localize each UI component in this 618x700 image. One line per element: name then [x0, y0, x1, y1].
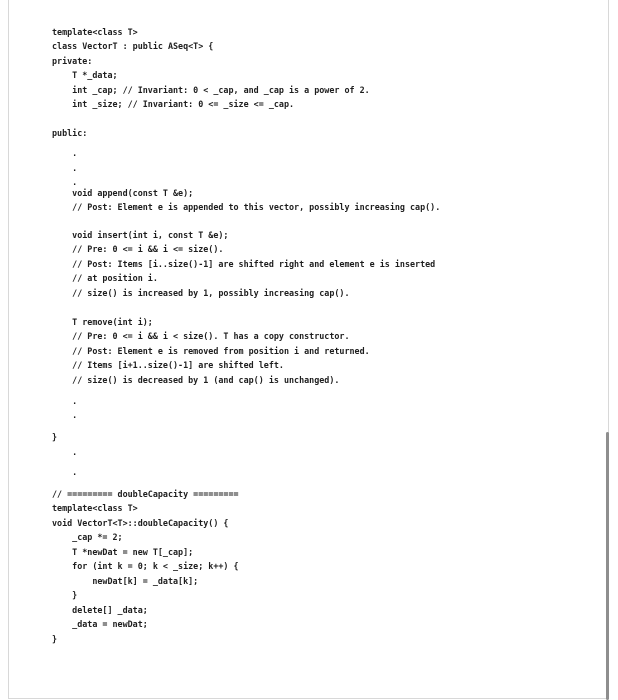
code-line: // ========= doubleCapacity ========= — [52, 489, 239, 499]
code-line: void append(const T &e); — [52, 188, 194, 198]
code-line: template<class T> — [52, 503, 138, 513]
code-line: } — [52, 432, 58, 442]
code-line: // Post: Element e is appended to this vector, possibly increasing cap(). — [52, 202, 441, 212]
code-line: public: — [52, 128, 88, 138]
code-line: . — [52, 410, 78, 420]
code-line: T remove(int i); — [52, 317, 153, 327]
code-line: } — [52, 590, 78, 600]
code-line: int _cap; // Invariant: 0 < _cap, and _cap is a power of 2. — [52, 85, 370, 95]
code-line: // size() is decreased by 1 (and cap() is unchanged). — [52, 375, 340, 385]
code-line: // Post: Items [i..size()-1] are shifted right and element e is inserted — [52, 259, 436, 269]
code-line: . — [52, 396, 78, 406]
code-line: T *newDat = new T[_cap]; — [52, 547, 194, 557]
code-line: // at position i. — [52, 273, 158, 283]
code-line: // Post: Element e is removed from position i and returned. — [52, 346, 370, 356]
code-line: class VectorT : public ASeq<T> { — [52, 41, 214, 51]
code-line: private: — [52, 56, 93, 66]
code-line: _cap *= 2; — [52, 532, 123, 542]
code-line: // Pre: 0 <= i && i <= size(). — [52, 244, 224, 254]
code-line: . — [52, 148, 78, 158]
code-line: . — [52, 467, 78, 477]
code-line: . — [52, 163, 78, 173]
code-line: void VectorT<T>::doubleCapacity() { — [52, 518, 229, 528]
code-line: T *_data; — [52, 70, 118, 80]
code-line: int _size; // Invariant: 0 <= _size <= _cap. — [52, 99, 295, 109]
code-line: // size() is increased by 1, possibly increasing cap(). — [52, 288, 350, 298]
code-line: void insert(int i, const T &e); — [52, 230, 229, 240]
code-line: . — [52, 447, 78, 457]
code-line: // Items [i+1..size()-1] are shifted left. — [52, 360, 284, 370]
code-line: // Pre: 0 <= i && i < size(). T has a copy constructor. — [52, 331, 350, 341]
code-line: for (int k = 0; k < _size; k++) { — [52, 561, 239, 571]
code-line: _data = newDat; — [52, 619, 148, 629]
code-line: } — [52, 634, 58, 644]
code-line: . — [52, 177, 78, 187]
code-line: newDat[k] = _data[k]; — [52, 576, 199, 586]
code-line: template<class T> — [52, 27, 138, 37]
vertical-scrollbar[interactable] — [606, 432, 609, 700]
code-line: delete[] _data; — [52, 605, 148, 615]
